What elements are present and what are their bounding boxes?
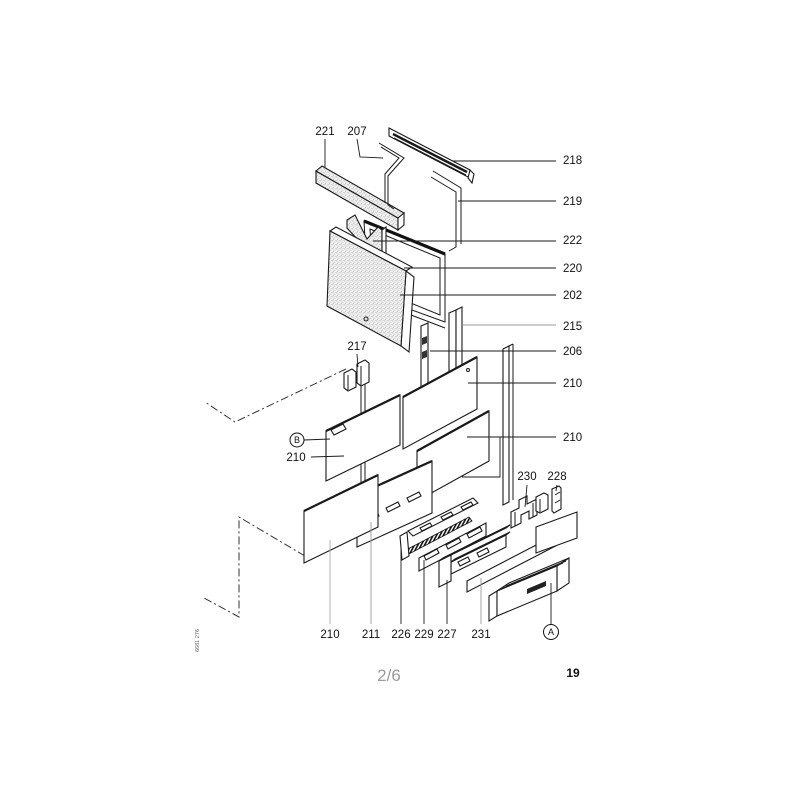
part-210-panel-bottom-left xyxy=(304,475,378,563)
callout-230: 230 xyxy=(517,471,537,483)
phantom-outline-dashdot xyxy=(204,369,346,617)
small-clip xyxy=(536,493,548,513)
callout-217: 217 xyxy=(347,341,367,353)
callout-206: 206 xyxy=(563,346,583,358)
callout-211: 211 xyxy=(361,629,381,641)
callout-210: 210 xyxy=(286,452,306,464)
callout-210: 210 xyxy=(320,629,340,641)
callout-215: 215 xyxy=(563,321,583,333)
marker-letter-B: B xyxy=(293,435,301,446)
drawing-id: 6681 276 xyxy=(195,629,201,652)
callout-228: 228 xyxy=(547,471,567,483)
part-210-panel-with-slot xyxy=(326,395,400,481)
callout-226: 226 xyxy=(391,629,411,641)
callout-222: 222 xyxy=(563,235,583,247)
callout-202: 202 xyxy=(563,290,583,302)
page-number: 19 xyxy=(566,666,580,680)
faceplate-panel xyxy=(536,512,577,553)
callout-210: 210 xyxy=(563,432,583,444)
marker-letter-A: A xyxy=(547,627,555,638)
part-230-bracket xyxy=(511,496,537,528)
callout-218: 218 xyxy=(563,155,583,167)
callout-207: 207 xyxy=(347,126,367,138)
callout-207-leader xyxy=(357,139,383,158)
callout-231: 231 xyxy=(471,629,491,641)
callout-219: 219 xyxy=(563,196,583,208)
part-202-insulation-panel xyxy=(327,227,414,352)
callout-210: 210 xyxy=(563,378,583,390)
part-218-rail xyxy=(389,128,474,183)
callout-221: 221 xyxy=(315,126,335,138)
page-indicator: 2/6 xyxy=(377,666,401,685)
rear-channel-right xyxy=(503,344,513,505)
part-207-clamp xyxy=(379,143,404,209)
callout-220: 220 xyxy=(563,263,583,275)
callout-229: 229 xyxy=(414,629,434,641)
part-221-insulation-bar xyxy=(316,166,404,230)
part-219-bracket xyxy=(431,171,461,251)
callout-227: 227 xyxy=(437,629,457,641)
